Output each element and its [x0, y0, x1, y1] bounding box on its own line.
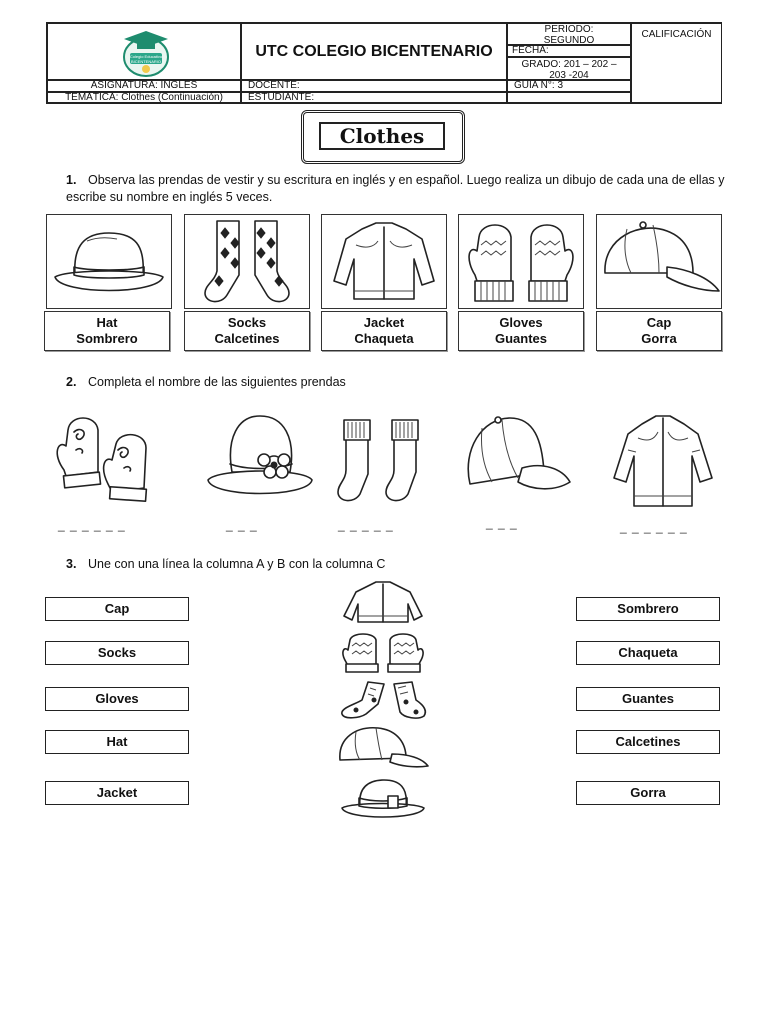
label-es: Chaqueta	[354, 331, 414, 346]
question-3	[66, 556, 726, 573]
label-cap	[596, 311, 722, 351]
guia-field: GUIA N°: 3	[507, 80, 631, 92]
blank-3: _ _ _ _ _	[338, 518, 394, 532]
column-c-item: Calcetines	[576, 730, 720, 754]
column-c-item: Chaqueta	[576, 641, 720, 665]
label-en: Jacket	[363, 315, 405, 330]
school-name: UTC COLEGIO BICENTENARIO	[241, 23, 507, 80]
fecha-field: FECHA:	[507, 45, 631, 57]
periodo-field: PERIODO: SEGUNDO	[507, 23, 631, 45]
blank-5: _ _ _ _ _ _	[620, 520, 688, 534]
column-a-item: Hat	[45, 730, 189, 754]
question-number: 1.	[66, 173, 77, 187]
gloves-image-box	[458, 214, 584, 309]
logo-cell	[47, 23, 241, 80]
socks-small-icon	[338, 678, 428, 720]
question-number: 3.	[66, 557, 77, 571]
label-gloves	[458, 311, 584, 351]
label-socks	[184, 311, 310, 351]
label-en: Socks	[227, 315, 267, 330]
jacket-small-icon	[338, 580, 428, 624]
header-table	[46, 22, 722, 104]
column-a-item: Jacket	[45, 781, 189, 805]
column-a-item: Gloves	[45, 687, 189, 711]
school-logo	[116, 27, 176, 77]
label-es: Guantes	[494, 331, 547, 346]
calificacion-field: CALIFICACIÓN	[631, 23, 722, 103]
blank-2: _ _ _	[226, 518, 258, 532]
estudiante-field: ESTUDIANTE:	[241, 92, 507, 103]
cap-icon	[597, 215, 721, 308]
docente-field: DOCENTE:	[241, 80, 507, 92]
socks-icon	[185, 215, 309, 308]
label-es: Gorra	[641, 331, 677, 346]
tematica-field: TEMÁTICA: Clothes (Continuación)	[47, 92, 241, 103]
label-en: Cap	[646, 315, 672, 330]
empty-cell	[507, 92, 631, 103]
grado-field: GRADO: 201 – 202 – 203 -204	[507, 57, 631, 80]
cap-small-icon	[336, 724, 432, 770]
jacket-image-box	[321, 214, 447, 309]
gloves-icon	[459, 215, 583, 308]
mittens-drawing-icon	[52, 410, 162, 510]
question-1	[66, 172, 726, 206]
column-c-item: Sombrero	[576, 597, 720, 621]
question-number: 2.	[66, 375, 77, 389]
jacket-drawing-icon	[608, 410, 718, 520]
hat-small-icon	[338, 776, 428, 822]
column-a-item: Socks	[45, 641, 189, 665]
cap-image-box	[596, 214, 722, 309]
socks-image-box	[184, 214, 310, 309]
question-2	[66, 374, 726, 391]
column-c-item: Guantes	[576, 687, 720, 711]
label-es: Sombrero	[76, 331, 138, 346]
socks-drawing-icon	[330, 412, 430, 512]
flower-hat-drawing-icon	[204, 408, 314, 508]
hat-image-box	[46, 214, 172, 309]
question-text: Une con una línea la columna A y B con la columna C	[88, 557, 386, 571]
label-en: Hat	[96, 315, 118, 330]
mittens-small-icon	[338, 630, 428, 676]
title-badge	[301, 110, 465, 164]
asignatura-field: ASIGNATURA: INGLES	[47, 80, 241, 92]
label-en: Gloves	[499, 315, 543, 330]
cap-drawing-icon	[462, 410, 572, 510]
blank-1: _ _ _ _ _ _	[58, 518, 126, 532]
column-c-item: Gorra	[576, 781, 720, 805]
question-text: Observa las prendas de vestir y su escritura en inglés y en español. Luego realiza un dibujo de cada una de ellas y escribe su nombre en inglés 5 veces.	[66, 173, 725, 204]
hat-icon	[47, 215, 171, 308]
jacket-icon	[322, 215, 446, 308]
column-a-item: Cap	[45, 597, 189, 621]
page-title: Clothes	[319, 122, 445, 150]
logo-text: Colegio Educativo BICENTENARIO	[129, 54, 163, 64]
label-hat	[44, 311, 170, 351]
label-es: Calcetines	[214, 331, 280, 346]
label-jacket	[321, 311, 447, 351]
blank-4: _ _ _	[486, 516, 518, 530]
question-text: Completa el nombre de las siguientes prendas	[88, 375, 346, 389]
